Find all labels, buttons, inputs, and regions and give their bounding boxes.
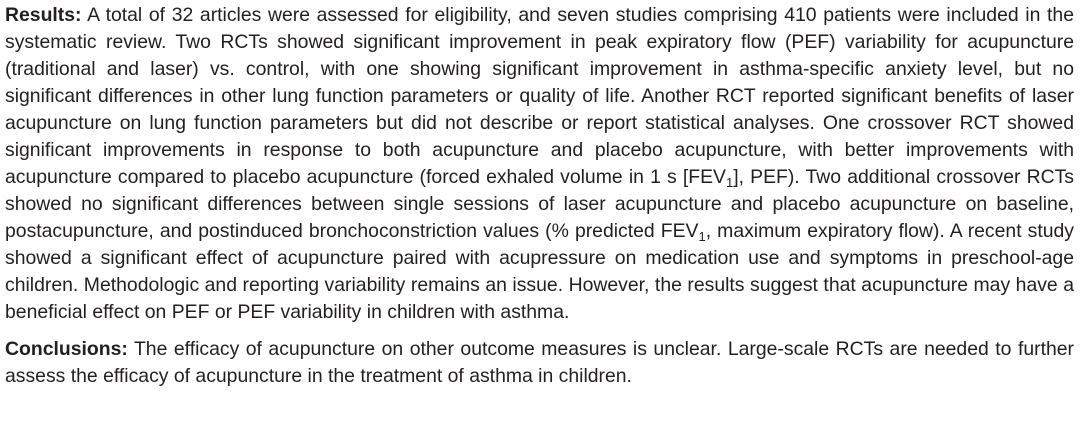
- conclusions-paragraph: [5, 336, 1074, 390]
- conclusions-label: Conclusions:: [5, 338, 128, 360]
- fev-subscript-1: 1: [725, 175, 734, 190]
- results-text-part-2: ], PEF). Two additional crossover RCTs showed no significant differences between single sessions of laser acupuncture and placebo acupuncture on baseline, postacupuncture, and postinduced bronchoconstriction values (% predicted FEV: [5, 166, 1074, 242]
- results-text-part-1: A total of 32 articles were assessed for eligibility, and seven studies comprising 410 patients were included in the systematic review. Two RCTs showed significant improvement in peak expiratory flow (PEF) variability for acupuncture (traditional and laser) vs. control, with one showing significant improvement in asthma-specific anxiety level, but no significant differences in other lung function parameters or quality of life. Another RCT reported significant benefits of laser acupuncture on lung function parameters but did not describe or report statistical analyses. One crossover RCT showed significant improvements in response to both acupuncture and placebo acupuncture, with better improvements with acupuncture compared to placebo acupuncture (forced exhaled volume in 1 s [FEV: [5, 4, 1074, 188]
- conclusions-text: The efficacy of acupuncture on other outcome measures is unclear. Large-scale RCTs are needed to further assess the efficacy of acupuncture in the treatment of asthma in children.: [5, 338, 1074, 387]
- fev-subscript-2: 1: [698, 229, 706, 244]
- results-label: Results:: [5, 4, 82, 26]
- results-text-part-3: , maximum expiratory flow). A recent study showed a significant effect of acupuncture paired with acupressure on medication use and symptoms in preschool-age children. Methodologic and reporting variability remains an issue. However, the results suggest that acupuncture may have a beneficial effect on PEF or PEF variability in children with asthma.: [5, 220, 1074, 323]
- results-paragraph: [5, 0, 1074, 326]
